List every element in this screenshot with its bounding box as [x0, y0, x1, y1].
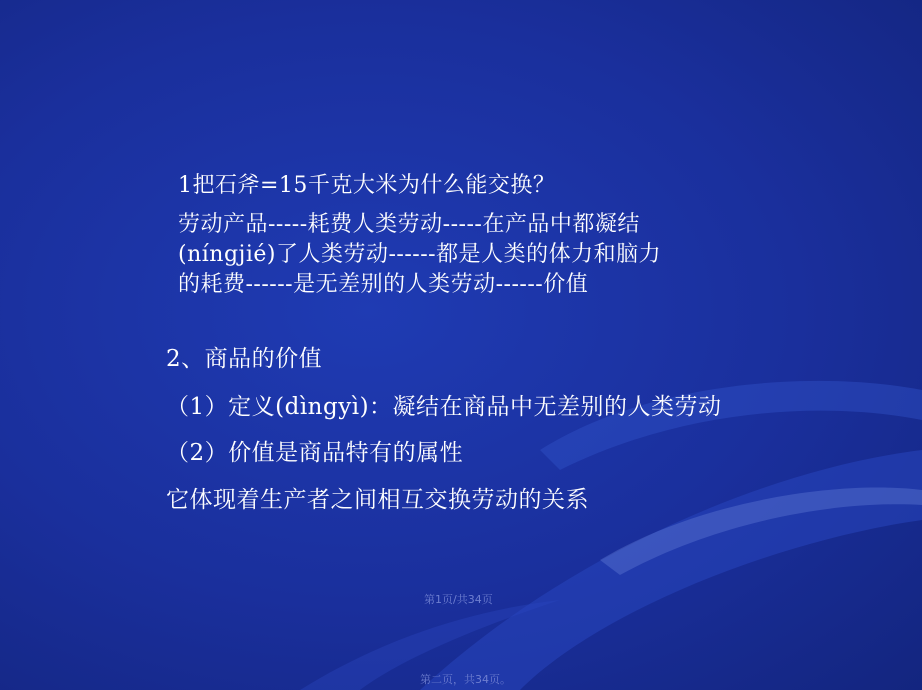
attribute-point: （2）价值是商品特有的属性 — [166, 440, 464, 466]
page-indicator: 第1页/共34页 — [424, 593, 493, 606]
relation-text: 它体现着生产者之间相互交换劳动的关系 — [166, 487, 589, 513]
section-heading: 2、商品的价值 — [166, 346, 323, 372]
answer-paragraph — [178, 210, 661, 300]
answer-line: (níngjié)了人类劳动------都是人类的体力和脑力 — [178, 242, 662, 267]
footer-indicator: 第二页，共34页。 — [420, 673, 511, 686]
answer-line: 劳动产品-----耗费人类劳动-----在产品中都凝结 — [178, 212, 640, 237]
definition-point: （1）定义(dìngyì)：凝结在商品中无差别的人类劳动 — [166, 394, 722, 420]
answer-line: 的耗费------是无差别的人类劳动------价值 — [178, 272, 589, 297]
question-text: 1把石斧=15千克大米为什么能交换？ — [178, 173, 556, 198]
